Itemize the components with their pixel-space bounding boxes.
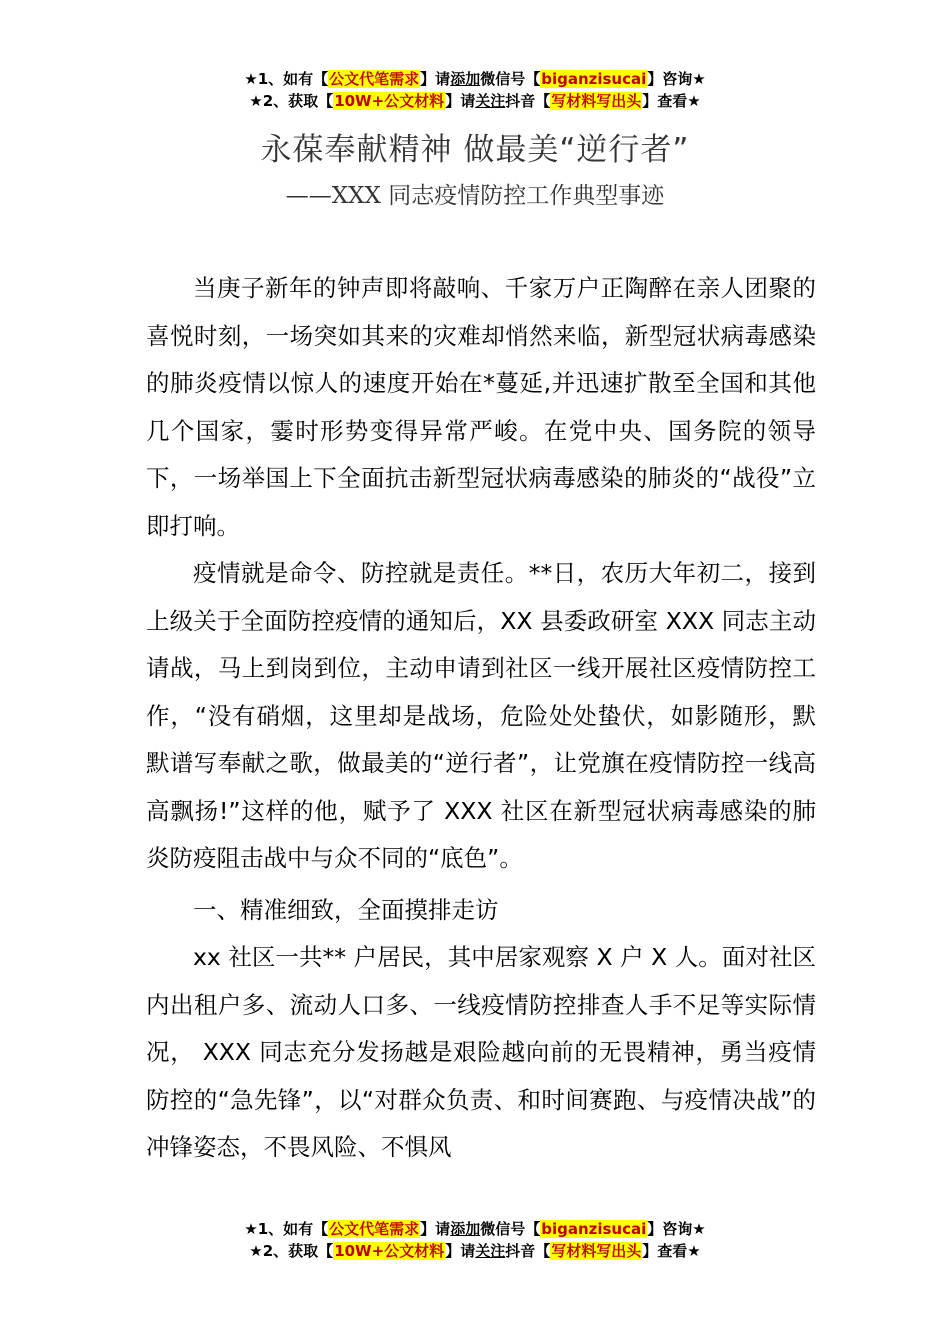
promo-text: ★2、获取【 [249,1242,334,1260]
promo-line-1 [0,1218,950,1240]
promo-text: 】咨询★ [647,1220,706,1238]
paragraph-2: 疫情就是命令、防控就是责任。**日，农历大年初二，接到上级关于全面防控疫情的通知后，XX 县委政研室 XXX 同志主动请战，马上到岗到位，主动申请到社区一线开展社区疫情防控工作，“没有硝烟，这里却是战场，危险处处蛰伏，如影随形，默默谱写奉献之歌，做最美的“逆行者”，让党旗在疫情防控一线高高飘扬!”这样的他，赋予了 XXX 社区在新型冠状病毒感染的肺炎防疫阻击战中与众不同的“底色”。 [146,559,816,872]
document-subtitle: ——XXX 同志疫情防控工作典型事迹 [285,183,665,209]
promo-underline: 添加 [450,1220,481,1238]
promo-text: 微信号【 [480,70,541,88]
document-title: 永葆奉献精神 做最美“逆行者” [260,132,690,168]
promo-text: 】查看★ [642,92,701,110]
promo-text: 】请 [420,70,451,88]
promo-highlight-wechat: biganzisucai [541,70,647,88]
promo-highlight-douyin: 写材料写出头 [551,1242,642,1260]
promo-highlight-douyin: 写材料写出头 [551,92,642,110]
document-body [146,265,816,1172]
promo-highlight: 公文代笔需求 [329,1220,420,1238]
promo-line-1 [0,68,950,90]
bottom-promo-banner [0,1218,950,1262]
promo-text: ★1、如有【 [244,70,329,88]
promo-underline: 添加 [450,70,481,88]
promo-underline: 关注 [475,92,506,110]
promo-highlight-wechat: biganzisucai [541,1220,647,1238]
promo-highlight: 10W+公文材料 [334,92,445,110]
promo-text: 】请 [445,92,476,110]
promo-text: ★1、如有【 [244,1220,329,1238]
promo-highlight: 10W+公文材料 [334,1242,445,1260]
promo-text: 】查看★ [642,1242,701,1260]
promo-text: ★2、获取【 [249,92,334,110]
promo-text: 】请 [420,1220,451,1238]
top-promo-banner [0,68,950,112]
section-heading-1: 一、精准细致，全面摸排走访 [193,895,499,924]
promo-text: 】咨询★ [647,70,706,88]
promo-underline: 关注 [475,1242,506,1260]
promo-highlight: 公文代笔需求 [329,70,420,88]
promo-line-2 [0,90,950,112]
promo-line-2 [0,1240,950,1262]
promo-text: 微信号【 [480,1220,541,1238]
promo-text: 】请 [445,1242,476,1260]
promo-text: 抖音【 [505,92,551,110]
promo-text: 抖音【 [505,1242,551,1260]
paragraph-1: 当庚子新年的钟声即将敲响、千家万户正陶醉在亲人团聚的喜悦时刻，一场突如其来的灾难却悄然来临，新型冠状病毒感染的肺炎疫情以惊人的速度开始在*蔓延,并迅速扩散至全国和其他几个国家，霎时形势变得异常严峻。在党中央、国务院的领导下，一场举国上下全面抗击新型冠状病毒感染的肺炎的“战役”立即打响。 [146,274,816,540]
paragraph-3: xx 社区一共** 户居民，其中居家观察 X 户 X 人。面对社区内出租户多、流动人口多、一线疫情防控排查人手不足等实际情况， XXX 同志充分发扬越是艰险越向前的无畏精神，勇当疫情防控的“急先锋”，以“对群众负责、和时间赛跑、与疫情决战”的冲锋姿态，不畏风险、不惧风 [146,943,816,1161]
